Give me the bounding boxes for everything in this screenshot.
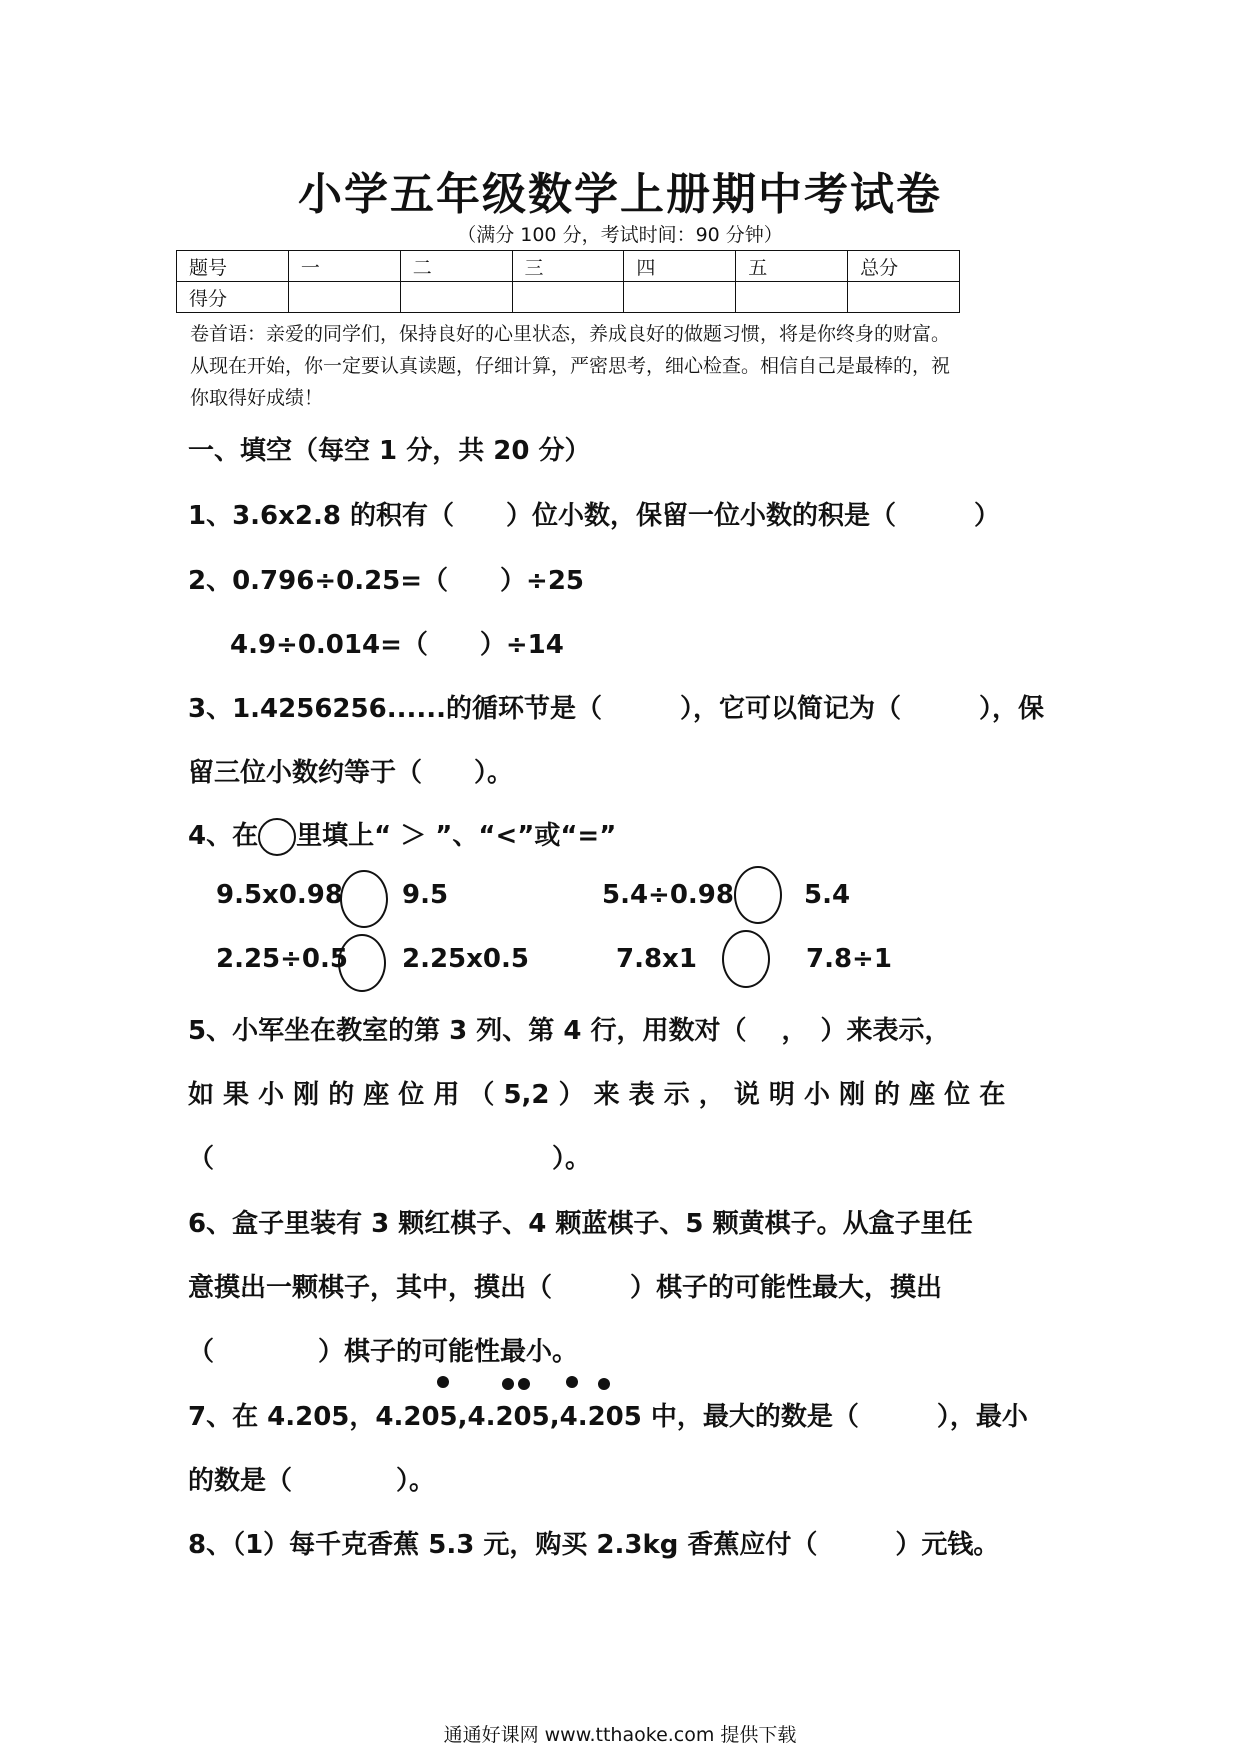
compare-circle[interactable]: [734, 866, 782, 924]
question-7a: 7、在 4.205，4.205,4.205,4.205 中，最大的数是（ ），最小: [188, 1402, 1028, 1432]
compare-right: 5.4: [804, 880, 851, 910]
table-cell: 二: [400, 251, 512, 282]
question-4-suffix: 里填上“ ＞ ”、“<”或“=”: [296, 821, 617, 851]
table-cell: 五: [736, 251, 848, 282]
repeat-dot: [518, 1378, 530, 1390]
compare-right: 7.8÷1: [806, 944, 892, 974]
question-3a: 3、1.4256256......的循环节是（ ），它可以简记为（ ），保: [188, 694, 1044, 724]
table-cell: 总分: [848, 251, 960, 282]
table-row: [177, 282, 960, 313]
table-cell: 四: [624, 251, 736, 282]
intro-line: 从现在开始，你一定要认真读题，仔细计算，严密思考，细心检查。相信自己是最棒的，祝: [190, 355, 951, 377]
exam-info: （满分 100 分，考试时间：90 分钟）: [457, 224, 783, 246]
question-2a: 2、0.796÷0.25=（ ）÷25: [188, 566, 585, 596]
intro-line: 卷首语：亲爱的同学们，保持良好的心里状态，养成良好的做题习惯，将是你终身的财富。: [190, 323, 951, 345]
score-cell[interactable]: [848, 282, 960, 313]
section-heading: 一、填空（每空 1 分，共 20 分）: [188, 436, 591, 466]
repeat-dot: [502, 1378, 514, 1390]
question-6c: （ ）棋子的可能性最小。: [188, 1337, 579, 1367]
compare-right: 9.5: [402, 880, 449, 910]
compare-left: 9.5x0.98: [216, 880, 343, 910]
compare-circle[interactable]: [340, 870, 388, 928]
table-row: [177, 251, 960, 282]
compare-circle[interactable]: [338, 934, 386, 992]
compare-left: 2.25÷0.5: [216, 944, 348, 974]
question-4: [188, 815, 616, 856]
repeat-dot: [598, 1378, 610, 1390]
circle-icon: [258, 818, 296, 856]
page-title: 小学五年级数学上册期中考试卷: [298, 169, 942, 220]
score-table: [176, 250, 960, 313]
question-6a: 6、盒子里装有 3 颗红棋子、4 颗蓝棋子、5 颗黄棋子。从盒子里任: [188, 1209, 973, 1239]
score-cell[interactable]: [624, 282, 736, 313]
question-3b: 留三位小数约等于（ ）。: [188, 758, 514, 788]
question-4-prefix: 4、在: [188, 821, 259, 851]
footer-text: 通通好课网 www.tthaoke.com 提供下载: [443, 1724, 797, 1746]
question-8: 8、（1）每千克香蕉 5.3 元，购买 2.3kg 香蕉应付（ ）元钱。: [188, 1530, 1000, 1560]
table-cell: 得分: [177, 282, 289, 313]
table-cell: 一: [288, 251, 400, 282]
compare-left: 5.4÷0.98: [602, 880, 734, 910]
question-5b: 如 果 小 刚 的 座 位 用 （ 5,2 ） 来 表 示 ， 说 明 小 刚 的 座 位 在: [188, 1080, 1006, 1110]
score-cell[interactable]: [288, 282, 400, 313]
question-7b: 的数是（ ）。: [188, 1466, 436, 1496]
question-5a: 5、小军坐在教室的第 3 列、第 4 行，用数对（ ， ）来表示，: [188, 1016, 951, 1046]
score-cell[interactable]: [400, 282, 512, 313]
table-cell: 三: [512, 251, 624, 282]
question-6b: 意摸出一颗棋子，其中，摸出（ ）棋子的可能性最大，摸出: [188, 1273, 943, 1303]
repeat-dot: [566, 1376, 578, 1388]
score-cell[interactable]: [736, 282, 848, 313]
question-1: 1、3.6x2.8 的积有（ ）位小数，保留一位小数的积是（ ）: [188, 501, 1001, 531]
repeat-dot: [437, 1376, 449, 1388]
intro-line: 你取得好成绩！: [190, 387, 324, 409]
compare-right: 2.25x0.5: [402, 944, 529, 974]
question-5c: （ ）。: [188, 1144, 592, 1174]
compare-circle[interactable]: [722, 930, 770, 988]
score-cell[interactable]: [512, 282, 624, 313]
compare-left: 7.8x1: [616, 944, 697, 974]
question-2b: 4.9÷0.014=（ ）÷14: [230, 630, 564, 660]
table-cell: 题号: [177, 251, 289, 282]
